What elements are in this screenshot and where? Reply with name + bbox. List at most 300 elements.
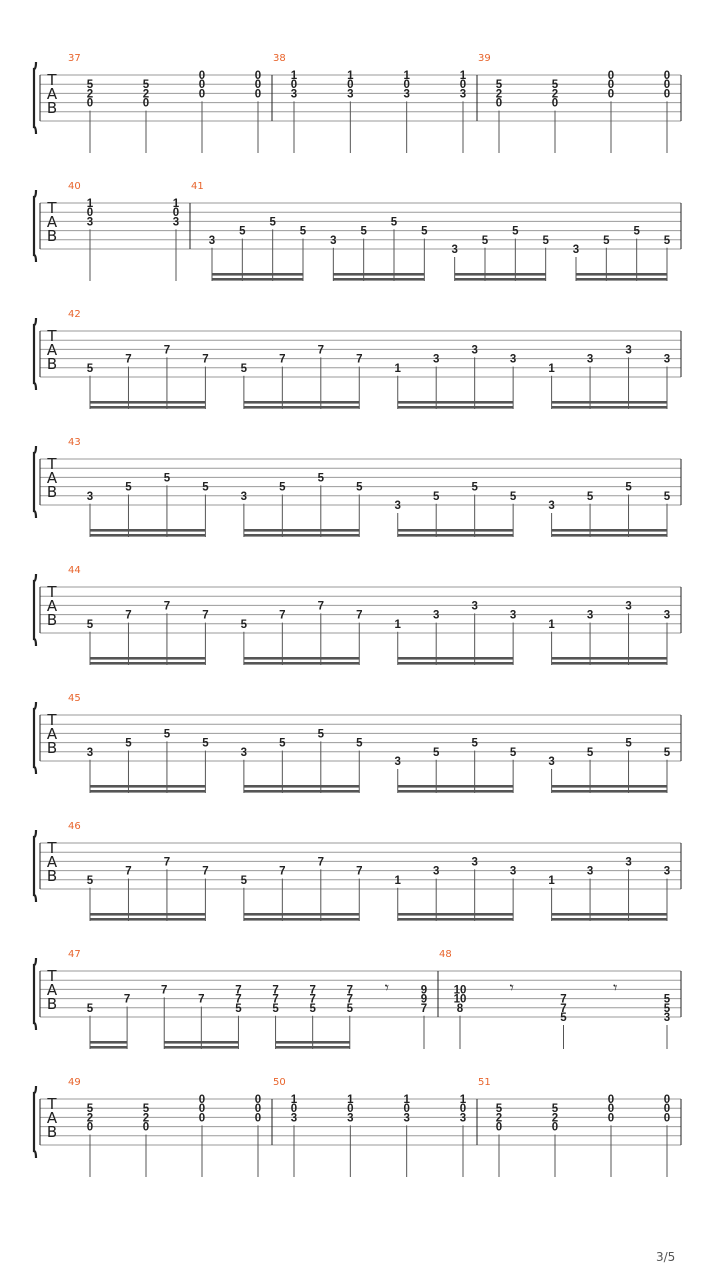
fret-number: 1 <box>548 362 555 375</box>
fret-number: 0 <box>86 207 94 220</box>
fret-number: 5 <box>279 481 286 494</box>
fret-number: 5 <box>240 618 248 631</box>
measure-number: 42 <box>68 309 81 320</box>
beam <box>90 785 205 788</box>
fret-number: 3 <box>432 865 440 878</box>
tab-clef-letter: A <box>46 853 58 871</box>
fret-number: 1 <box>347 1094 354 1106</box>
fret-number: 0 <box>198 1094 206 1106</box>
fret-number: 2 <box>86 88 94 101</box>
beam <box>90 662 205 665</box>
fret-number: 0 <box>607 1094 615 1106</box>
tab-system <box>34 53 681 153</box>
fret-number: 0 <box>142 1121 150 1134</box>
fret-number: 0 <box>86 1121 94 1134</box>
fret-number: 5 <box>551 79 559 92</box>
fret-number: 5 <box>509 490 517 503</box>
fret-number: 5 <box>86 618 94 631</box>
fret-number: 3 <box>625 344 632 357</box>
fret-number: 7 <box>279 353 286 366</box>
fret-number: 0 <box>459 79 467 92</box>
tab-clef-letter: A <box>46 981 58 999</box>
fret-number: 7 <box>346 984 353 997</box>
fret-number: 7 <box>163 856 171 869</box>
system-bracket <box>34 958 36 1030</box>
tab-clef-letter: A <box>46 85 58 103</box>
fret-number: 3 <box>663 609 671 622</box>
beam <box>398 401 513 404</box>
beam <box>212 273 303 276</box>
fret-number: 7 <box>420 1002 428 1015</box>
fret-number: 3 <box>403 88 410 101</box>
fret-number: 0 <box>254 88 262 101</box>
fret-number: 0 <box>254 79 262 92</box>
beam <box>398 534 513 537</box>
tab-system <box>34 821 681 921</box>
tab-clef-letter: B <box>46 739 58 757</box>
tab-clef-letter: A <box>46 597 58 615</box>
tab-clef-letter: B <box>46 1123 58 1141</box>
fret-number: 3 <box>451 244 458 256</box>
beam <box>90 913 205 916</box>
tab-system <box>34 693 681 793</box>
fret-number: 7 <box>161 984 168 997</box>
fret-number: 5 <box>603 234 610 247</box>
fret-number: 0 <box>198 1103 206 1116</box>
page-number: 3/5 <box>656 1250 676 1264</box>
beam <box>90 1041 127 1044</box>
system-bracket <box>34 830 36 902</box>
fret-number: 3 <box>290 88 298 101</box>
fret-number: 2 <box>495 88 503 101</box>
fret-number: 8 <box>456 1002 464 1015</box>
fret-number: 0 <box>403 1103 410 1116</box>
fret-number: 0 <box>495 97 503 110</box>
tab-clef-letter: T <box>47 199 57 217</box>
tab-clef-letter: T <box>47 455 57 473</box>
rest-symbol: 𝄾 <box>509 978 514 997</box>
fret-number: 5 <box>309 1002 316 1015</box>
beam <box>90 657 205 660</box>
fret-number: 7 <box>202 353 209 366</box>
fret-number: 0 <box>663 1112 671 1125</box>
fret-number: 1 <box>394 618 401 631</box>
fret-number: 1 <box>290 1094 298 1106</box>
fret-number: 5 <box>202 737 209 750</box>
system-bracket <box>34 62 36 134</box>
measure-number: 37 <box>68 53 81 64</box>
fret-number: 1 <box>459 70 467 82</box>
fret-number: 5 <box>360 225 367 238</box>
beam <box>398 913 513 916</box>
fret-number: 5 <box>663 993 671 1006</box>
tab-clef-letter: T <box>47 327 57 345</box>
tab-clef-letter: B <box>46 355 58 373</box>
measure-number: 50 <box>273 1077 286 1088</box>
fret-number: 5 <box>163 728 171 741</box>
fret-number: 10 <box>453 993 467 1006</box>
fret-number: 7 <box>560 1002 567 1015</box>
fret-number: 3 <box>459 1112 467 1125</box>
system-bracket <box>34 702 36 774</box>
beam <box>244 913 359 916</box>
beam <box>552 785 667 788</box>
fret-number: 3 <box>208 234 216 247</box>
fret-number: 7 <box>272 984 279 997</box>
fret-number: 0 <box>607 70 615 82</box>
fret-number: 7 <box>356 353 363 366</box>
fret-number: 0 <box>142 97 150 110</box>
fret-number: 7 <box>163 344 171 357</box>
measure-number: 40 <box>68 181 81 192</box>
system-bracket <box>34 1086 36 1158</box>
beam <box>244 657 359 660</box>
fret-number: 7 <box>125 609 132 622</box>
beam <box>164 1041 238 1044</box>
fret-number: 2 <box>142 88 150 101</box>
fret-number: 3 <box>509 865 517 878</box>
beam <box>398 918 513 921</box>
beam <box>398 406 513 409</box>
fret-number: 2 <box>551 88 559 101</box>
fret-number: 1 <box>86 198 94 210</box>
fret-number: 3 <box>663 865 671 878</box>
fret-number: 5 <box>432 490 440 503</box>
measure-number: 44 <box>68 565 81 576</box>
fret-number: 2 <box>551 1112 559 1125</box>
tab-system <box>34 437 681 537</box>
fret-number: 9 <box>420 993 428 1006</box>
beam <box>552 657 667 660</box>
rest-symbol: 𝄾 <box>384 978 390 997</box>
fret-number: 7 <box>279 609 286 622</box>
fret-number: 5 <box>317 472 325 485</box>
fret-number: 3 <box>394 756 401 768</box>
fret-number: 5 <box>495 79 503 92</box>
fret-number: 7 <box>163 600 171 613</box>
fret-number: 5 <box>240 362 248 375</box>
fret-number: 0 <box>254 1103 262 1116</box>
fret-number: 3 <box>347 88 354 101</box>
fret-number: 5 <box>86 874 94 887</box>
measure-number: 43 <box>68 437 81 448</box>
fret-number: 1 <box>172 198 180 210</box>
fret-number: 2 <box>142 1112 150 1125</box>
fret-number: 1 <box>394 362 401 375</box>
fret-number: 7 <box>235 993 242 1006</box>
fret-number: 0 <box>254 1112 262 1125</box>
fret-number: 1 <box>290 70 298 82</box>
tab-clef-letter: A <box>46 469 58 487</box>
beam <box>244 790 359 793</box>
fret-number: 5 <box>142 79 150 92</box>
fret-number: 3 <box>471 856 478 869</box>
measure-number: 46 <box>68 821 81 832</box>
fret-number: 3 <box>586 609 594 622</box>
fret-number: 5 <box>663 490 671 503</box>
fret-number: 7 <box>272 993 279 1006</box>
fret-number: 0 <box>198 1112 206 1125</box>
beam <box>398 529 513 532</box>
fret-number: 0 <box>551 97 559 110</box>
fret-number: 3 <box>86 490 94 503</box>
beam <box>90 529 205 532</box>
fret-number: 5 <box>86 79 94 92</box>
fret-number: 0 <box>403 79 410 92</box>
fret-number: 2 <box>86 1112 94 1125</box>
fret-number: 7 <box>202 865 209 878</box>
fret-number: 3 <box>459 88 467 101</box>
fret-number: 10 <box>453 984 467 997</box>
fret-number: 0 <box>198 88 206 101</box>
beam <box>90 918 205 921</box>
fret-number: 5 <box>542 234 549 247</box>
fret-number: 3 <box>471 600 478 613</box>
beam <box>90 401 205 404</box>
fret-number: 0 <box>607 79 615 92</box>
fret-number: 5 <box>299 225 307 238</box>
fret-number: 1 <box>394 874 401 887</box>
tab-clef-letter: B <box>46 99 58 117</box>
beam <box>552 790 667 793</box>
fret-number: 0 <box>290 1103 298 1116</box>
tab-system <box>34 1077 681 1177</box>
fret-number: 0 <box>347 79 354 92</box>
tab-clef-letter: B <box>46 867 58 885</box>
fret-number: 3 <box>240 746 248 759</box>
beam <box>244 662 359 665</box>
measure-number: 41 <box>191 181 204 192</box>
fret-number: 0 <box>347 1103 354 1116</box>
fret-number: 0 <box>86 97 94 110</box>
fret-number: 0 <box>198 79 206 92</box>
fret-number: 0 <box>607 88 615 101</box>
fret-number: 5 <box>551 1103 559 1116</box>
fret-number: 2 <box>495 1112 503 1125</box>
tab-clef-letter: T <box>47 1095 57 1113</box>
fret-number: 0 <box>663 79 671 92</box>
beam <box>576 273 667 276</box>
fret-number: 0 <box>551 1121 559 1134</box>
fret-number: 5 <box>279 737 286 750</box>
tab-clef-letter: B <box>46 995 58 1013</box>
fret-number: 3 <box>394 500 401 512</box>
beam <box>333 278 424 281</box>
fret-number: 5 <box>86 1002 94 1015</box>
fret-number: 0 <box>459 1103 467 1116</box>
fret-number: 7 <box>123 993 131 1006</box>
fret-number: 3 <box>572 244 580 256</box>
fret-number: 0 <box>607 1103 615 1116</box>
fret-number: 5 <box>239 225 246 238</box>
tab-system <box>34 565 681 665</box>
fret-number: 5 <box>481 234 489 247</box>
fret-number: 3 <box>86 746 94 759</box>
fret-number: 3 <box>625 600 632 613</box>
fret-number: 3 <box>86 216 94 229</box>
beam <box>244 406 359 409</box>
fret-number: 5 <box>356 737 363 750</box>
fret-number: 3 <box>347 1112 354 1125</box>
beam <box>576 278 667 281</box>
system-bracket <box>34 318 36 390</box>
fret-number: 0 <box>663 1094 671 1106</box>
tab-clef-letter: A <box>46 213 58 231</box>
fret-number: 0 <box>663 88 671 101</box>
fret-number: 5 <box>560 1012 567 1024</box>
fret-number: 5 <box>432 746 440 759</box>
measure-number: 48 <box>439 949 452 960</box>
tab-clef-letter: T <box>47 839 57 857</box>
fret-number: 0 <box>198 70 206 82</box>
fret-number: 3 <box>548 500 555 512</box>
fret-number: 7 <box>279 865 286 878</box>
beam <box>552 406 667 409</box>
fret-number: 7 <box>346 993 353 1006</box>
fret-number: 1 <box>403 1094 410 1106</box>
measure-number: 39 <box>478 53 491 64</box>
beam <box>455 273 546 276</box>
fret-number: 3 <box>509 353 517 366</box>
measure-number: 49 <box>68 1077 81 1088</box>
beam <box>90 406 205 409</box>
beam <box>90 1046 127 1049</box>
fret-number: 5 <box>356 481 363 494</box>
fret-number: 5 <box>586 490 594 503</box>
beam <box>244 785 359 788</box>
beam <box>552 401 667 404</box>
beam <box>244 918 359 921</box>
fret-number: 3 <box>240 490 248 503</box>
fret-number: 3 <box>586 353 594 366</box>
beam <box>398 657 513 660</box>
fret-number: 5 <box>495 1103 503 1116</box>
fret-number: 5 <box>86 362 94 375</box>
fret-number: 5 <box>269 216 276 229</box>
fret-number: 7 <box>356 865 363 878</box>
fret-number: 3 <box>625 856 632 869</box>
fret-number: 5 <box>86 1103 94 1116</box>
tab-system <box>34 181 681 281</box>
beam <box>212 278 303 281</box>
fret-number: 5 <box>272 1002 279 1015</box>
fret-number: 7 <box>560 993 567 1006</box>
tab-clef-letter: B <box>46 227 58 245</box>
fret-number: 1 <box>403 70 410 82</box>
fret-number: 0 <box>495 1121 503 1134</box>
fret-number: 3 <box>330 234 337 247</box>
fret-number: 7 <box>356 609 363 622</box>
fret-number: 5 <box>625 481 632 494</box>
fret-number: 3 <box>663 353 671 366</box>
fret-number: 3 <box>548 756 555 768</box>
fret-number: 5 <box>509 746 517 759</box>
tab-clef-letter: T <box>47 967 57 985</box>
fret-number: 5 <box>421 225 428 238</box>
fret-number: 3 <box>403 1112 410 1125</box>
fret-number: 0 <box>254 70 262 82</box>
beam <box>244 534 359 537</box>
fret-number: 7 <box>317 856 325 869</box>
beam <box>164 1046 238 1049</box>
beam <box>398 662 513 665</box>
tab-system <box>34 309 681 409</box>
tab-clef-letter: T <box>47 71 57 89</box>
system-bracket <box>34 574 36 646</box>
beam <box>552 913 667 916</box>
fret-number: 5 <box>663 746 671 759</box>
beam <box>552 662 667 665</box>
fret-number: 5 <box>125 481 132 494</box>
fret-number: 5 <box>240 874 248 887</box>
beam <box>276 1041 350 1044</box>
tab-clef-letter: A <box>46 725 58 743</box>
fret-number: 3 <box>432 609 440 622</box>
system-bracket <box>34 190 36 262</box>
beam <box>398 790 513 793</box>
beam <box>398 785 513 788</box>
fret-number: 7 <box>317 600 325 613</box>
fret-number: 7 <box>198 993 205 1006</box>
fret-number: 7 <box>317 344 325 357</box>
fret-number: 0 <box>663 1103 671 1116</box>
measure-number: 47 <box>68 949 81 960</box>
fret-number: 7 <box>202 609 209 622</box>
tab-clef-letter: A <box>46 1109 58 1127</box>
beam <box>90 790 205 793</box>
measure-number: 45 <box>68 693 81 704</box>
fret-number: 9 <box>420 984 428 997</box>
measure-number: 38 <box>273 53 286 64</box>
system-bracket <box>34 446 36 518</box>
measure-number: 51 <box>478 1077 491 1088</box>
fret-number: 7 <box>309 984 316 997</box>
beam <box>244 401 359 404</box>
fret-number: 5 <box>163 472 171 485</box>
fret-number: 5 <box>663 1002 671 1015</box>
fret-number: 1 <box>347 70 354 82</box>
fret-number: 0 <box>663 70 671 82</box>
beam <box>276 1046 350 1049</box>
fret-number: 5 <box>471 481 478 494</box>
tab-clef-letter: A <box>46 341 58 359</box>
fret-number: 7 <box>125 353 132 366</box>
fret-number: 3 <box>663 1012 671 1024</box>
fret-number: 0 <box>254 1094 262 1106</box>
fret-number: 5 <box>625 737 632 750</box>
fret-number: 1 <box>548 874 555 887</box>
fret-number: 3 <box>172 216 180 229</box>
fret-number: 0 <box>607 1112 615 1125</box>
fret-number: 3 <box>290 1112 298 1125</box>
fret-number: 3 <box>586 865 594 878</box>
fret-number: 5 <box>142 1103 150 1116</box>
tab-clef-letter: B <box>46 611 58 629</box>
tab-system <box>34 949 681 1049</box>
fret-number: 3 <box>509 609 517 622</box>
fret-number: 7 <box>235 984 242 997</box>
beam <box>552 529 667 532</box>
fret-number: 5 <box>390 216 398 229</box>
tab-clef-letter: B <box>46 483 58 501</box>
fret-number: 5 <box>663 234 671 247</box>
fret-number: 7 <box>125 865 132 878</box>
fret-number: 5 <box>235 1002 242 1015</box>
tab-clef-letter: T <box>47 711 57 729</box>
fret-number: 5 <box>471 737 478 750</box>
fret-number: 0 <box>172 207 180 220</box>
beam <box>455 278 546 281</box>
